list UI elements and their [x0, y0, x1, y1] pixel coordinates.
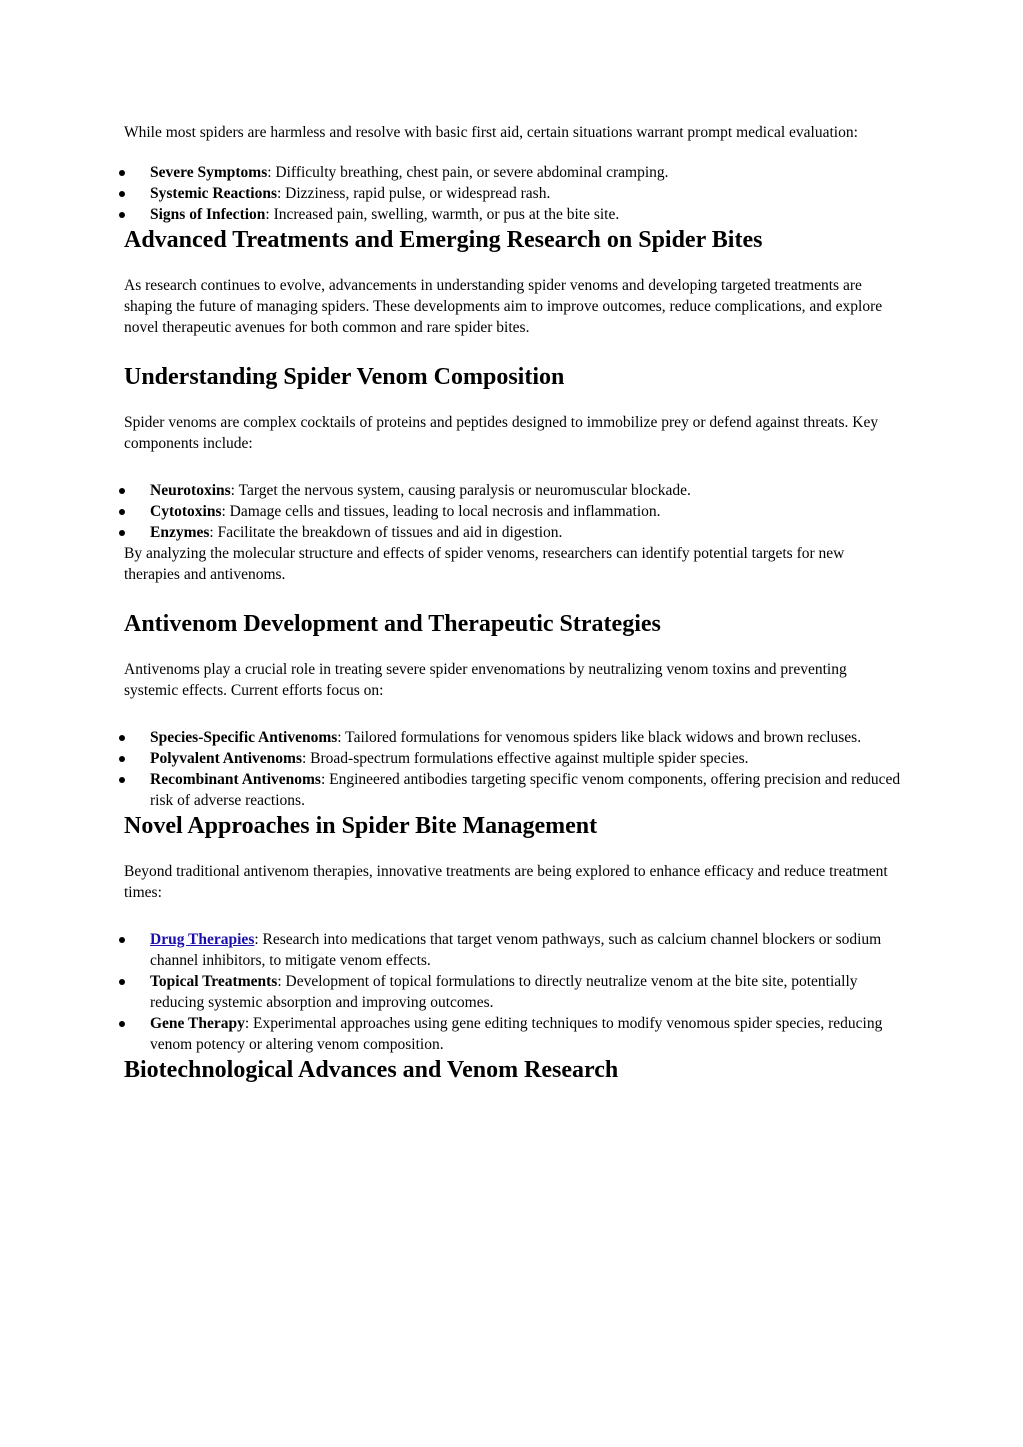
- list-item-desc: : Dizziness, rapid pulse, or widespread rash.: [277, 185, 551, 202]
- bullet-icon: [119, 191, 125, 197]
- list-item-term: Polyvalent Antivenoms: [150, 750, 302, 767]
- list-item-term: Topical Treatments: [150, 973, 278, 990]
- list-item: [124, 1013, 904, 1055]
- list-item: [124, 769, 904, 811]
- list-item: [124, 929, 904, 971]
- drug-therapies-link[interactable]: Drug Therapies: [150, 931, 255, 948]
- bullet-icon: [119, 756, 125, 762]
- list-item-term: Gene Therapy: [150, 1015, 245, 1032]
- venom-components-list: [124, 480, 904, 543]
- list-item-desc: : Target the nervous system, causing paralysis or neuromuscular blockade.: [230, 482, 691, 499]
- list-item: [124, 204, 904, 225]
- section-heading-novel: Novel Approaches in Spider Bite Management: [124, 813, 598, 839]
- list-item-term: Enzymes: [150, 524, 210, 541]
- bullet-icon: [119, 777, 125, 783]
- composition-followup-paragraph: By analyzing the molecular structure and effects of spider venoms, researchers can identify potential targets for new therapies and antivenoms.: [124, 545, 845, 583]
- bullet-icon: [119, 735, 125, 741]
- list-item-desc: : Research into medications that target venom pathways, such as calcium channel blockers or sodium channel inhibitors, to mitigate venom effects.: [150, 931, 882, 969]
- list-item: [124, 501, 904, 522]
- bullet-icon: [119, 530, 125, 536]
- novel-approaches-list: [124, 929, 904, 1055]
- bullet-icon: [119, 170, 125, 176]
- list-item-desc: : Development of topical formulations to directly neutralize venom at the bite site, potentially reducing systemic absorption and improving outcomes.: [150, 973, 858, 1011]
- list-item-desc: : Experimental approaches using gene editing techniques to modify venomous spider species, reducing venom potency or altering venom composition.: [150, 1015, 883, 1053]
- list-item: [124, 522, 904, 543]
- list-item-term: Cytotoxins: [150, 503, 222, 520]
- advanced-paragraph: As research continues to evolve, advancements in understanding spider venoms and developing targeted treatments are shaping the future of managing spiders. These developments aim to improve outcomes, reduce complications, and explore novel therapeutic avenues for both common and rare spider bites.: [124, 277, 883, 336]
- list-item: [124, 480, 904, 501]
- list-item-term: Neurotoxins: [150, 482, 231, 499]
- list-item-desc: : Difficulty breathing, chest pain, or severe abdominal cramping.: [267, 164, 669, 181]
- section-heading-biotech: Biotechnological Advances and Venom Research: [124, 1057, 619, 1083]
- bullet-icon: [119, 979, 125, 985]
- list-item-desc: : Facilitate the breakdown of tissues and aid in digestion.: [209, 524, 563, 541]
- section-heading-antivenom: Antivenom Development and Therapeutic Strategies: [124, 611, 661, 637]
- list-item-desc: : Tailored formulations for venomous spiders like black widows and brown recluses.: [337, 729, 862, 746]
- list-item-desc: : Damage cells and tissues, leading to local necrosis and inflammation.: [221, 503, 661, 520]
- bullet-icon: [119, 937, 125, 943]
- list-item: [124, 748, 904, 769]
- list-item: [124, 971, 904, 1013]
- list-item-term: Severe Symptoms: [150, 164, 268, 181]
- antivenom-paragraph: Antivenoms play a crucial role in treating severe spider envenomations by neutralizing venom toxins and preventing systemic effects. Current efforts focus on:: [124, 661, 847, 699]
- intro-paragraph: While most spiders are harmless and resolve with basic first aid, certain situations warrant prompt medical evaluation:: [124, 124, 858, 141]
- list-item-term: Systemic Reactions: [150, 185, 277, 202]
- antivenom-types-list: [124, 727, 904, 811]
- list-item-term: Species-Specific Antivenoms: [150, 729, 338, 746]
- warning-signs-list: [124, 162, 904, 225]
- list-item-desc: : Increased pain, swelling, warmth, or pus at the bite site.: [265, 206, 620, 223]
- list-item: [124, 162, 904, 183]
- list-item-desc: : Broad-spectrum formulations effective against multiple spider species.: [302, 750, 749, 767]
- section-heading-advanced: Advanced Treatments and Emerging Research on Spider Bites: [124, 227, 763, 253]
- novel-paragraph: Beyond traditional antivenom therapies, innovative treatments are being explored to enhance efficacy and reduce treatment times:: [124, 863, 888, 901]
- section-heading-composition: Understanding Spider Venom Composition: [124, 364, 565, 390]
- composition-paragraph: Spider venoms are complex cocktails of proteins and peptides designed to immobilize prey or defend against threats. Key components include:: [124, 414, 879, 452]
- bullet-icon: [119, 212, 125, 218]
- list-item-term: Recombinant Antivenoms: [150, 771, 321, 788]
- bullet-icon: [119, 509, 125, 515]
- document-page: [124, 122, 904, 1085]
- list-item: [124, 727, 904, 748]
- bullet-icon: [119, 488, 125, 494]
- list-item: [124, 183, 904, 204]
- list-item-desc: : Engineered antibodies targeting specific venom components, offering precision and reduced risk of adverse reactions.: [150, 771, 901, 809]
- list-item-term: Signs of Infection: [150, 206, 266, 223]
- bullet-icon: [119, 1021, 125, 1027]
